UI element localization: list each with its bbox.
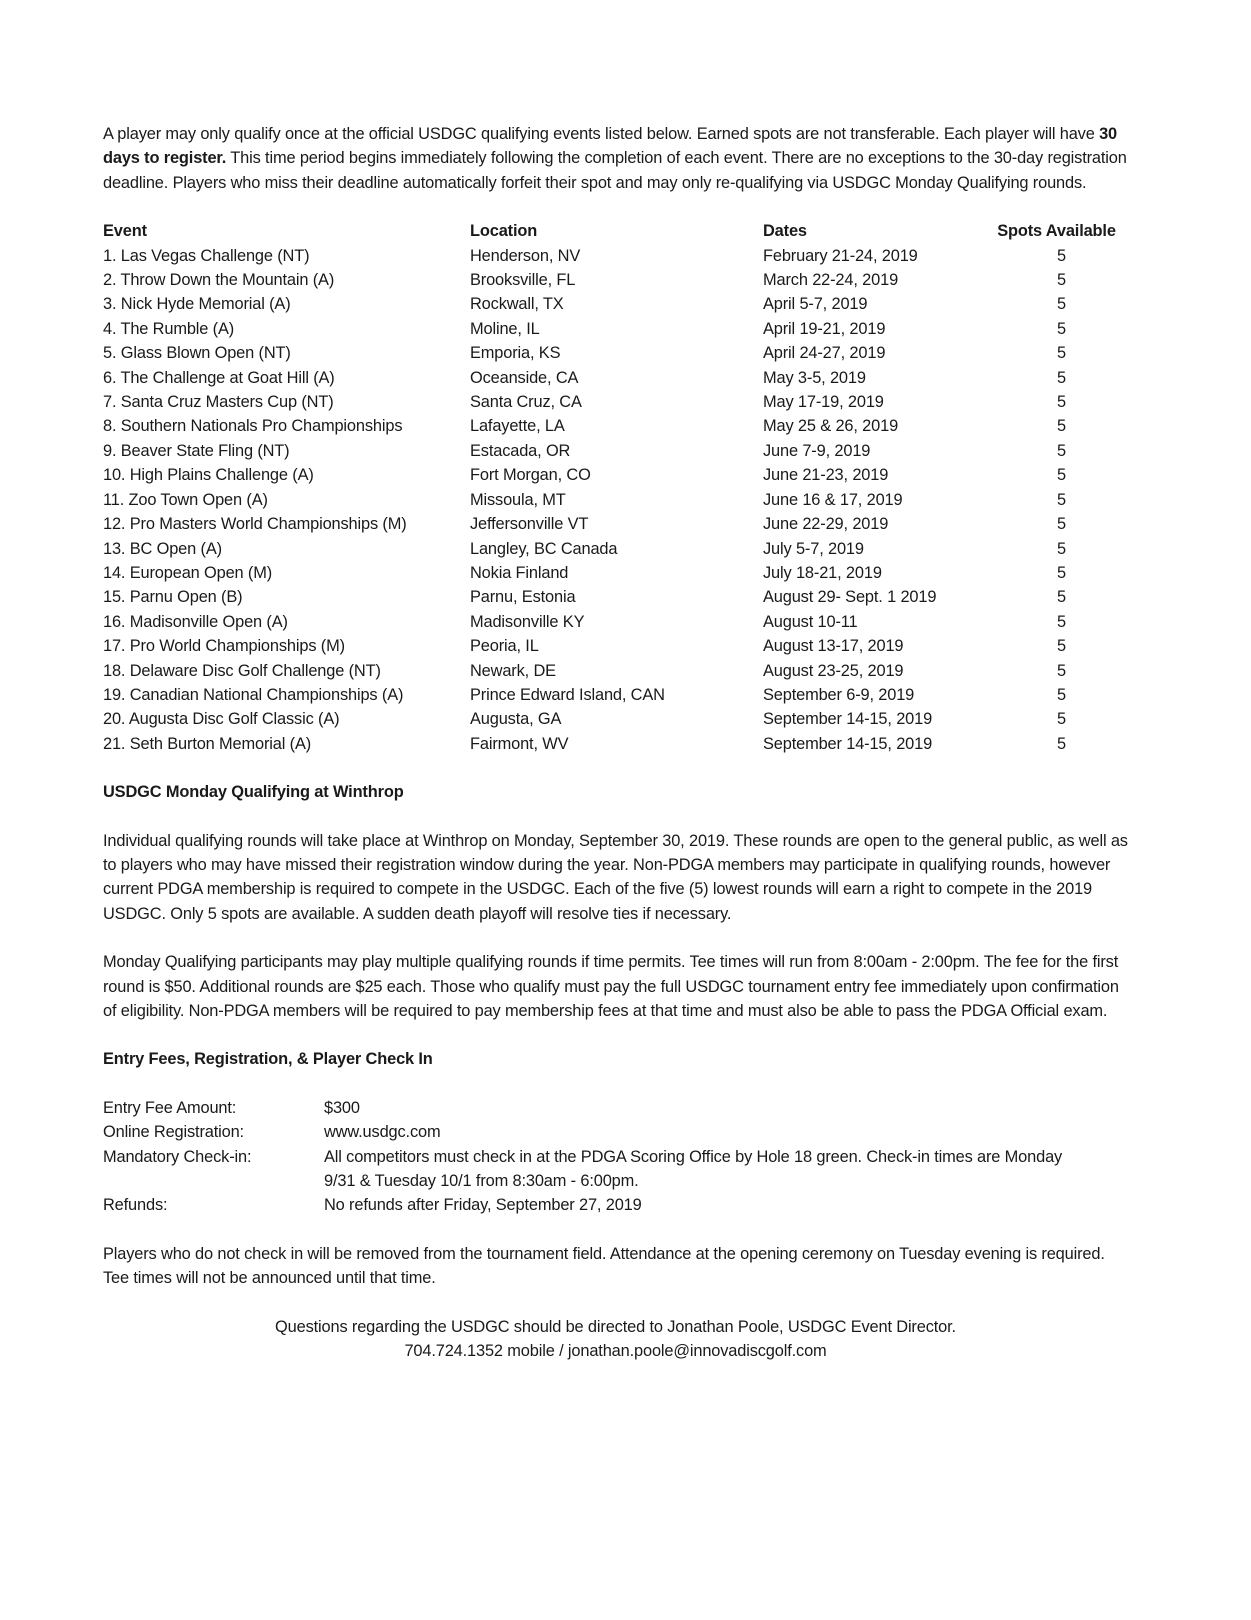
event-location: Augusta, GA xyxy=(470,710,562,729)
table-header-row xyxy=(103,219,1128,243)
table-row xyxy=(103,537,1128,561)
spots-available: 5 xyxy=(1057,344,1066,363)
event-name: 8. Southern Nationals Pro Championships xyxy=(103,417,403,436)
event-dates: June 16 & 17, 2019 xyxy=(763,490,903,509)
event-name: 4. The Rumble (A) xyxy=(103,319,235,338)
header-event: Event xyxy=(103,222,147,241)
table-row xyxy=(103,463,1128,487)
header-location: Location xyxy=(470,222,538,241)
spots-available: 5 xyxy=(1057,563,1066,582)
info-row-refunds xyxy=(103,1193,1128,1217)
event-location: Emporia, KS xyxy=(470,344,561,363)
event-location: Langley, BC Canada xyxy=(470,539,618,558)
contact-line: Questions regarding the USDGC should be directed to Jonathan Poole, USDGC Event Director. xyxy=(275,1317,956,1336)
event-location: Fort Morgan, CO xyxy=(470,466,591,485)
event-dates: May 25 & 26, 2019 xyxy=(763,417,899,436)
event-dates: April 24-27, 2019 xyxy=(763,344,886,363)
spots-available: 5 xyxy=(1057,490,1066,509)
document-page xyxy=(103,122,1128,1363)
table-row xyxy=(103,390,1128,414)
event-location: Missoula, MT xyxy=(470,490,566,509)
contact-block xyxy=(103,1315,1128,1364)
spots-available: 5 xyxy=(1057,393,1066,412)
spots-available: 5 xyxy=(1057,637,1066,656)
event-location: Nokia Finland xyxy=(470,563,569,582)
entry-fees-list xyxy=(103,1096,1128,1218)
event-location: Estacada, OR xyxy=(470,441,571,460)
spots-available: 5 xyxy=(1057,319,1066,338)
event-name: 10. High Plains Challenge (A) xyxy=(103,466,314,485)
spots-available: 5 xyxy=(1057,295,1066,314)
table-row xyxy=(103,268,1128,292)
qualifying-events-table xyxy=(103,219,1128,756)
event-name: 5. Glass Blown Open (NT) xyxy=(103,344,291,363)
event-name: 1. Las Vegas Challenge (NT) xyxy=(103,246,310,265)
event-location: Jeffersonville VT xyxy=(470,515,589,534)
event-location: Prince Edward Island, CAN xyxy=(470,685,665,704)
table-row xyxy=(103,610,1128,634)
spots-available: 5 xyxy=(1057,417,1066,436)
intro-text-start: A player may only qualify once at the official USDGC qualifying events listed below. Earned spots are not transferable. Each player will have xyxy=(103,125,1100,143)
monday-qualifying-paragraph-2: Monday Qualifying participants may play multiple qualifying rounds if time permits. Tee times will run from 8:00am - 2:00pm. The fee for the first round is $50. Additional rounds are $25 each. Those who qualify must pay the full USDGC tournament entry fee immediately upon confirmation of eligibility. Non-PDGA members will be required to pay membership fees at that time and must also be able to pass the PDGA Official exam. xyxy=(103,953,1119,1020)
registration-link[interactable]: www.usdgc.com xyxy=(324,1123,441,1142)
table-row xyxy=(103,292,1128,316)
spots-available: 5 xyxy=(1057,734,1066,753)
event-location: Peoria, IL xyxy=(470,637,539,656)
spots-available: 5 xyxy=(1057,588,1066,607)
event-location: Moline, IL xyxy=(470,319,540,338)
entry-fees-heading: Entry Fees, Registration, & Player Check In xyxy=(103,1050,433,1069)
spots-available: 5 xyxy=(1057,612,1066,631)
spots-available: 5 xyxy=(1057,685,1066,704)
event-dates: September 14-15, 2019 xyxy=(763,734,933,753)
event-dates: September 6-9, 2019 xyxy=(763,685,915,704)
event-location: Rockwall, TX xyxy=(470,295,564,314)
event-name: 11. Zoo Town Open (A) xyxy=(103,490,268,509)
spots-available: 5 xyxy=(1057,466,1066,485)
event-location: Lafayette, LA xyxy=(470,417,565,436)
spots-available: 5 xyxy=(1057,661,1066,680)
event-dates: August 10-11 xyxy=(763,612,858,631)
event-dates: July 5-7, 2019 xyxy=(763,539,864,558)
event-dates: August 29- Sept. 1 2019 xyxy=(763,588,937,607)
header-spots-available: Spots Available xyxy=(997,222,1116,241)
spots-available: 5 xyxy=(1057,710,1066,729)
table-row xyxy=(103,561,1128,585)
event-dates: August 13-17, 2019 xyxy=(763,637,904,656)
event-name: 6. The Challenge at Goat Hill (A) xyxy=(103,368,335,387)
table-row xyxy=(103,683,1128,707)
event-dates: July 18-21, 2019 xyxy=(763,563,882,582)
spots-available: 5 xyxy=(1057,368,1066,387)
table-row xyxy=(103,488,1128,512)
events-table-body xyxy=(103,244,1128,757)
event-dates: August 23-25, 2019 xyxy=(763,661,904,680)
event-location: Oceanside, CA xyxy=(470,368,579,387)
spots-available: 5 xyxy=(1057,515,1066,534)
info-label: Entry Fee Amount: xyxy=(103,1098,237,1117)
info-row-entry-fee xyxy=(103,1096,1128,1120)
intro-bold-deadline: 30 days to register. xyxy=(103,125,1118,168)
event-dates: June 7-9, 2019 xyxy=(763,441,871,460)
event-name: 3. Nick Hyde Memorial (A) xyxy=(103,295,291,314)
table-row xyxy=(103,414,1128,438)
table-row xyxy=(103,439,1128,463)
event-name: 2. Throw Down the Mountain (A) xyxy=(103,271,335,290)
event-name: 20. Augusta Disc Golf Classic (A) xyxy=(103,710,340,729)
info-label: Refunds: xyxy=(103,1196,168,1215)
spots-available: 5 xyxy=(1057,539,1066,558)
event-location: Santa Cruz, CA xyxy=(470,393,582,412)
info-label: Online Registration: xyxy=(103,1123,244,1142)
table-row xyxy=(103,585,1128,609)
event-dates: June 21-23, 2019 xyxy=(763,466,889,485)
table-row xyxy=(103,732,1128,756)
contact-details xyxy=(103,1339,1128,1363)
event-location: Fairmont, WV xyxy=(470,734,569,753)
table-row xyxy=(103,317,1128,341)
contact-separator: / xyxy=(554,1342,568,1361)
monday-qualifying-heading: USDGC Monday Qualifying at Winthrop xyxy=(103,783,404,802)
table-row xyxy=(103,659,1128,683)
table-row xyxy=(103,634,1128,658)
event-dates: April 5-7, 2019 xyxy=(763,295,868,314)
event-name: 14. European Open (M) xyxy=(103,563,273,582)
event-dates: May 17-19, 2019 xyxy=(763,393,884,412)
table-row xyxy=(103,341,1128,365)
event-dates: March 22-24, 2019 xyxy=(763,271,899,290)
entry-fee-amount: $300 xyxy=(324,1098,360,1117)
event-name: 7. Santa Cruz Masters Cup (NT) xyxy=(103,393,334,412)
checkin-closing-paragraph: Players who do not check in will be removed from the tournament field. Attendance at the opening ceremony on Tuesday evening is required. Tee times will not be announced until that time. xyxy=(103,1244,1105,1288)
spots-available: 5 xyxy=(1057,246,1066,265)
event-dates: February 21-24, 2019 xyxy=(763,246,918,265)
event-location: Madisonville KY xyxy=(470,612,585,631)
event-dates: September 14-15, 2019 xyxy=(763,710,933,729)
event-location: Henderson, NV xyxy=(470,246,581,265)
spots-available: 5 xyxy=(1057,441,1066,460)
event-dates: April 19-21, 2019 xyxy=(763,319,886,338)
event-name: 17. Pro World Championships (M) xyxy=(103,637,345,656)
monday-qualifying-paragraph-1: Individual qualifying rounds will take place at Winthrop on Monday, September 30, 2019. These rounds are open to the general public, as well as to players who may have missed their registration window during the year. Non-PDGA members may participate in qualifying rounds, however current PDGA membership is required to compete in the USDGC. Each of the five (5) lowest rounds will earn a right to compete in the 2019 USDGC. Only 5 spots are available. A sudden death playoff will resolve ties if necessary. xyxy=(103,831,1128,923)
event-name: 16. Madisonville Open (A) xyxy=(103,612,288,631)
event-name: 19. Canadian National Championships (A) xyxy=(103,685,404,704)
refund-policy: No refunds after Friday, September 27, 2019 xyxy=(324,1196,642,1215)
event-location: Brooksville, FL xyxy=(470,271,576,290)
event-name: 15. Parnu Open (B) xyxy=(103,588,243,607)
info-row-online-registration xyxy=(103,1120,1128,1144)
contact-phone: 704.724.1352 mobile xyxy=(404,1342,555,1361)
intro-text-end: This time period begins immediately following the completion of each event. There are no exceptions to the 30-day registration deadline. Players who miss their deadline automatically forfeit their spot and may only re-qualifying via USDGC Monday Qualifying rounds. xyxy=(103,149,1127,192)
event-name: 13. BC Open (A) xyxy=(103,539,222,558)
checkin-details: All competitors must check in at the PDGA Scoring Office by Hole 18 green. Check-in times are Monday 9/31 & Tuesday 10/1 from 8:30am - 6:00pm. xyxy=(324,1147,1063,1191)
table-row xyxy=(103,244,1128,268)
event-dates: May 3-5, 2019 xyxy=(763,368,866,387)
header-dates: Dates xyxy=(763,222,807,241)
info-row-mandatory-checkin xyxy=(103,1145,1128,1194)
table-row xyxy=(103,512,1128,536)
event-location: Parnu, Estonia xyxy=(470,588,576,607)
event-name: 18. Delaware Disc Golf Challenge (NT) xyxy=(103,661,381,680)
event-dates: June 22-29, 2019 xyxy=(763,515,889,534)
table-row xyxy=(103,366,1128,390)
event-name: 9. Beaver State Fling (NT) xyxy=(103,441,290,460)
spots-available: 5 xyxy=(1057,271,1066,290)
contact-email[interactable]: jonathan.poole@innovadiscgolf.com xyxy=(567,1342,827,1361)
intro-paragraph xyxy=(103,122,1128,195)
event-name: 21. Seth Burton Memorial (A) xyxy=(103,734,312,753)
event-name: 12. Pro Masters World Championships (M) xyxy=(103,515,407,534)
event-location: Newark, DE xyxy=(470,661,556,680)
table-row xyxy=(103,707,1128,731)
info-label: Mandatory Check-in: xyxy=(103,1147,252,1166)
